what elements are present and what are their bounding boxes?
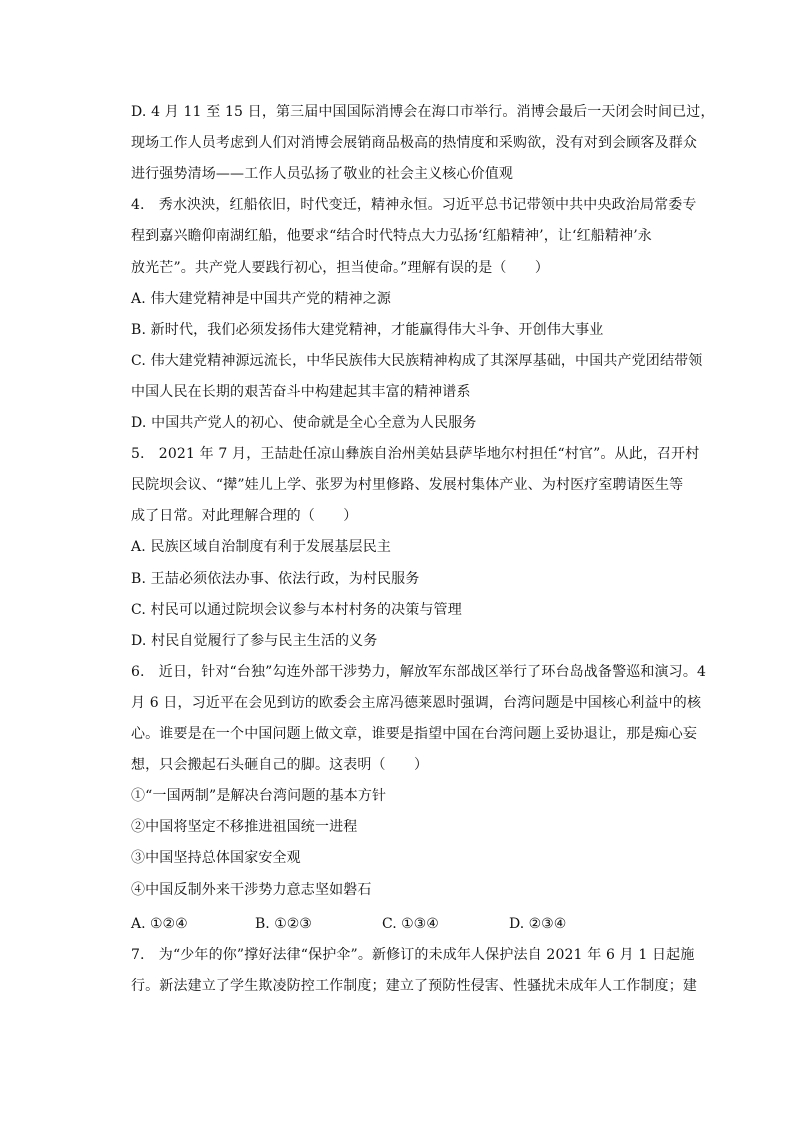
text-line: D. 中国共产党人的初心、使命就是全心全意为人民服务 (131, 415, 477, 431)
text-line: 程到嘉兴瞻仰南湖红船，他要求“结合时代特点大力弘扬‘红船精神’，让‘红船精神’永 (131, 228, 652, 245)
text-line: 现场工作人员考虑到人们对消博会展销商品极高的热情度和采购欲，没有对到会顾客及群众 (131, 135, 697, 152)
text-line: 成了日常。对此理解合理的（ ） (131, 508, 358, 525)
text-line: 中国人民在长期的艰苦奋斗中构建起其丰富的精神谱系 (131, 383, 471, 400)
text-line: A. 伟大建党精神是中国共产党的精神之源 (131, 290, 392, 307)
option-b: B. ①②③ (255, 916, 312, 932)
text-line: 想，只会搬起石头砸自己的脚。这表明（ ） (131, 757, 429, 774)
text-line: 7. 为“少年的你”撑好法律“保护伞”。新修订的未成年人保护法自 2021 年 6 月 1 日起施 (131, 947, 695, 963)
text-line: C. 村民可以通过院坝会议参与本村村务的决策与管理 (131, 601, 462, 618)
text-line: C. 伟大建党精神源远流长，中华民族伟大民族精神构成了其深厚基础，中国共产党团结带领 (131, 352, 703, 369)
text-line: 5. 2021 年 7 月，王喆赴任凉山彝族自治州美姑县萨毕地尔村担任“村官”。从此，召开村 (131, 446, 700, 463)
text-line: 民院坝会议、“撵”娃儿上学、张罗为村里修路、发展村集体产业、为村医疗室聘请医生等 (131, 477, 684, 494)
text-line: B. 王喆必须依法办事、依法行政，为村民服务 (131, 570, 420, 587)
text-line: 进行强势清场——工作人员弘扬了敬业的社会主义核心价值观 (131, 166, 514, 183)
option-c: C. ①③④ (382, 916, 439, 932)
text-line: ③中国坚持总体国家安全观 (131, 850, 301, 867)
text-line: ①“一国两制”是解决台湾问题的基本方针 (131, 788, 387, 805)
text-line: 4. 秀水泱泱，红船依旧，时代变迁，精神永恒。习近平总书记带领中共中央政治局常委专 (131, 197, 697, 214)
text-line: D. 4 月 11 至 15 日，第三届中国国际消博会在海口市举行。消博会最后一天闭会时间已过， (131, 104, 715, 120)
text-line: B. 新时代，我们必须发扬伟大建党精神，才能赢得伟大斗争、开创伟大事业 (131, 321, 604, 338)
text-line: 月 6 日，习近平在会见到访的欧委会主席冯德莱恩时强调，台湾问题是中国核心利益中的核 (131, 694, 702, 711)
text-line: 放光芒”。共产党人要践行初心，担当使命。”理解有误的是（ ） (131, 259, 549, 276)
text-line: ④中国反制外来干涉势力意志坚如磐石 (131, 881, 372, 898)
text-line: 心。谁要是在一个中国问题上做文章，谁要是指望中国在台湾问题上妥协退让，那是痴心妄 (131, 726, 697, 742)
text-line: D. 村民自觉履行了参与民主生活的义务 (131, 632, 378, 649)
text-line: ②中国将坚定不移推进祖国统一进程 (131, 819, 358, 836)
text-line: 6. 近日，针对“台独”勾连外部干涉势力，解放军东部战区举行了环台岛战备警巡和演习。4 (131, 663, 707, 680)
text-line: A. 民族区域自治制度有利于发展基层民主 (131, 539, 392, 556)
option-a: A. ①②④ (131, 916, 188, 932)
option-d: D. ②③④ (509, 916, 567, 932)
text-line: 行。新法建立了学生欺凌防控工作制度；建立了预防性侵害、性骚扰未成年人工作制度；建 (131, 978, 697, 995)
